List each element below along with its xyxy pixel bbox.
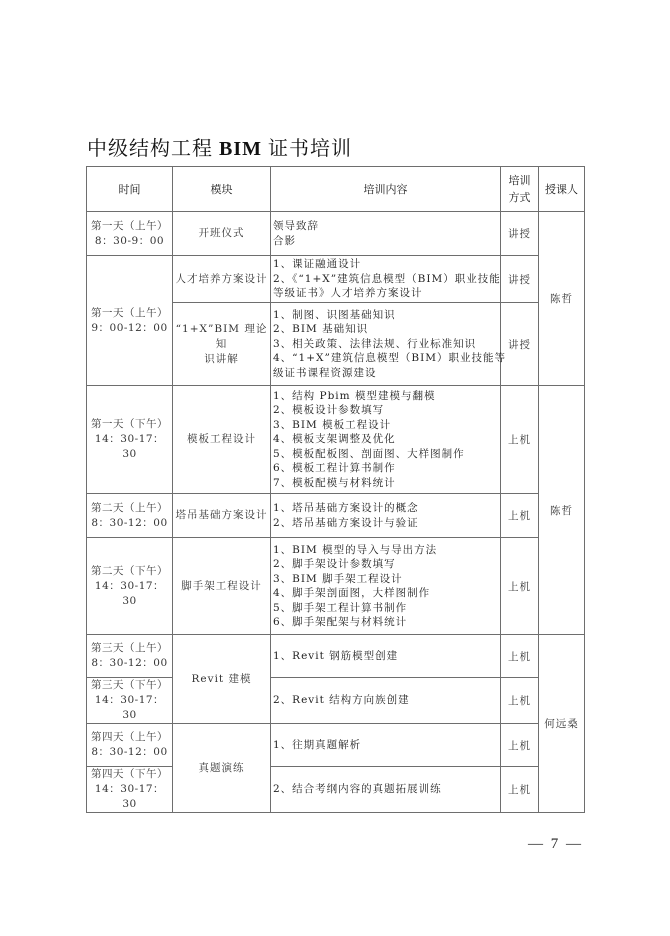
content-line: 1、BIM 模型的导入与导出方法 bbox=[273, 543, 438, 556]
time-day: 第四天（下午） bbox=[91, 768, 168, 780]
title-text-suffix: 证书培训 bbox=[268, 136, 352, 160]
mode-cell: 上机 bbox=[501, 386, 539, 494]
teacher-cell: 陈哲 bbox=[539, 212, 585, 386]
content-cell bbox=[271, 212, 501, 256]
table-row bbox=[87, 767, 585, 813]
module-cell: 脚手架工程设计 bbox=[173, 538, 271, 635]
content-line: 2、塔吊基础方案设计与验证 bbox=[273, 516, 419, 529]
mode-cell: 讲授 bbox=[501, 303, 539, 386]
content-line: 2、结合考纲内容的真题拓展训练 bbox=[273, 783, 442, 796]
header-module: 模块 bbox=[173, 167, 271, 212]
header-mode-line2: 方式 bbox=[508, 191, 531, 204]
header-row bbox=[87, 167, 585, 212]
table-row bbox=[87, 635, 585, 678]
content-cell bbox=[271, 494, 501, 538]
table-row bbox=[87, 538, 585, 635]
time-range: 14：30-17：30 bbox=[94, 579, 165, 607]
time-cell bbox=[87, 635, 173, 678]
content-line: 2、模板设计参数填写 bbox=[273, 404, 385, 417]
content-line: 7、模板配模与材料统计 bbox=[273, 476, 396, 489]
header-mode bbox=[501, 167, 539, 212]
module-line: “1+X”BIM 理论知 bbox=[175, 322, 268, 350]
content-line: 1、塔吊基础方案设计的概念 bbox=[273, 502, 419, 514]
content-line: 合影 bbox=[273, 234, 296, 247]
time-day: 第一天（上午） bbox=[91, 219, 168, 232]
header-time: 时间 bbox=[87, 167, 173, 212]
page-number: — 7 — bbox=[528, 836, 583, 852]
title-text: 中级结构工程 bbox=[87, 136, 213, 160]
content-line: 1、课证融通设计 bbox=[273, 258, 362, 271]
content-line: 2、《“1+X”建筑信息模型（BIM）职业技能 bbox=[273, 272, 501, 285]
module-cell: Revit 建模 bbox=[173, 635, 271, 724]
time-range: 8：30-9：00 bbox=[94, 234, 165, 247]
content-cell bbox=[271, 678, 501, 724]
time-range: 8：30-12：00 bbox=[91, 746, 168, 758]
content-line: 4、“1+X”建筑信息模型（BIM）职业技能等 bbox=[273, 352, 506, 365]
time-cell bbox=[87, 724, 173, 767]
time-range: 14：30-17：30 bbox=[94, 694, 165, 721]
content-cell bbox=[271, 767, 501, 813]
content-cell bbox=[271, 724, 501, 767]
content-cell bbox=[271, 386, 501, 494]
module-cell: 真题演练 bbox=[173, 724, 271, 813]
mode-cell: 上机 bbox=[501, 494, 539, 538]
mode-cell: 上机 bbox=[501, 538, 539, 635]
time-range: 8：30-12：00 bbox=[91, 657, 168, 669]
time-day: 第四天（上午） bbox=[91, 731, 168, 743]
time-day: 第三天（下午） bbox=[91, 679, 168, 691]
module-line: 识讲解 bbox=[204, 352, 239, 365]
training-schedule-table bbox=[86, 166, 585, 813]
time-cell bbox=[87, 256, 173, 386]
time-day: 第二天（下午） bbox=[91, 564, 168, 577]
module-cell: 开班仪式 bbox=[173, 212, 271, 256]
header-mode-line1: 培训 bbox=[508, 174, 531, 187]
content-line: 5、脚手架工程计算书制作 bbox=[273, 601, 408, 614]
content-line: 5、模板配板图、剖面图、大样图制作 bbox=[273, 447, 465, 460]
module-cell: 模板工程设计 bbox=[173, 386, 271, 494]
content-line: 2、BIM 基础知识 bbox=[273, 323, 369, 336]
time-day: 第三天（上午） bbox=[91, 642, 168, 654]
content-line: 3、BIM 模板工程设计 bbox=[273, 418, 392, 431]
content-line: 2、脚手架设计参数填写 bbox=[273, 558, 396, 570]
content-cell bbox=[271, 635, 501, 678]
module-cell bbox=[173, 303, 271, 386]
time-day: 第二天（上午） bbox=[91, 501, 168, 514]
content-line: 级证书课程资源建设 bbox=[273, 366, 377, 379]
content-line: 4、脚手架剖面图，大样图制作 bbox=[273, 587, 431, 599]
time-cell bbox=[87, 538, 173, 635]
time-cell bbox=[87, 386, 173, 494]
time-day: 第一天（下午） bbox=[91, 418, 168, 430]
module-cell: 人才培养方案设计 bbox=[173, 256, 271, 303]
table-row bbox=[87, 678, 585, 724]
time-range: 9：00-12：00 bbox=[91, 321, 168, 334]
content-line: 3、相关政策、法律法规、行业标准知识 bbox=[273, 337, 477, 350]
content-line: 6、脚手架配架与材料统计 bbox=[273, 616, 408, 628]
title-bim: BIM bbox=[213, 138, 268, 160]
mode-cell: 上机 bbox=[501, 724, 539, 767]
content-line: 1、往期真题解析 bbox=[273, 738, 362, 751]
table-row bbox=[87, 386, 585, 494]
content-line: 1、Revit 钢筋模型创建 bbox=[273, 649, 399, 662]
time-range: 14：30-17：30 bbox=[94, 783, 165, 810]
time-cell bbox=[87, 212, 173, 256]
time-cell bbox=[87, 494, 173, 538]
mode-cell: 讲授 bbox=[501, 212, 539, 256]
content-line: 1、制图、识图基础知识 bbox=[273, 308, 396, 321]
time-cell bbox=[87, 678, 173, 724]
content-cell bbox=[271, 538, 501, 635]
content-line: 3、BIM 脚手架工程设计 bbox=[273, 572, 403, 585]
mode-cell: 讲授 bbox=[501, 256, 539, 303]
content-line: 等级证书》人才培养方案设计 bbox=[273, 287, 423, 300]
page-title bbox=[87, 132, 352, 161]
content-cell bbox=[271, 256, 501, 303]
content-line: 1、结构 Pbim 模型建模与翻模 bbox=[273, 389, 436, 402]
mode-cell: 上机 bbox=[501, 635, 539, 678]
content-line: 6、模板工程计算书制作 bbox=[273, 462, 396, 475]
content-line: 2、Revit 结构方向族创建 bbox=[273, 694, 410, 707]
module-cell: 塔吊基础方案设计 bbox=[173, 494, 271, 538]
time-range: 14：30-17：30 bbox=[94, 433, 165, 460]
time-day: 第一天（上午） bbox=[91, 306, 168, 319]
table-row bbox=[87, 494, 585, 538]
teacher-cell: 陈哲 bbox=[539, 386, 585, 635]
table-row bbox=[87, 256, 585, 303]
header-teacher: 授课人 bbox=[539, 167, 585, 212]
teacher-cell: 何远桑 bbox=[539, 635, 585, 813]
content-cell bbox=[271, 303, 506, 386]
table-row bbox=[87, 212, 585, 256]
mode-cell: 上机 bbox=[501, 767, 539, 813]
content-line: 4、模板支架调整及优化 bbox=[273, 433, 396, 446]
time-cell bbox=[87, 767, 173, 813]
time-range: 8：30-12：00 bbox=[91, 516, 168, 529]
header-content: 培训内容 bbox=[271, 167, 501, 212]
content-line: 领导致辞 bbox=[273, 220, 319, 232]
table-row bbox=[87, 724, 585, 767]
mode-cell: 上机 bbox=[501, 678, 539, 724]
